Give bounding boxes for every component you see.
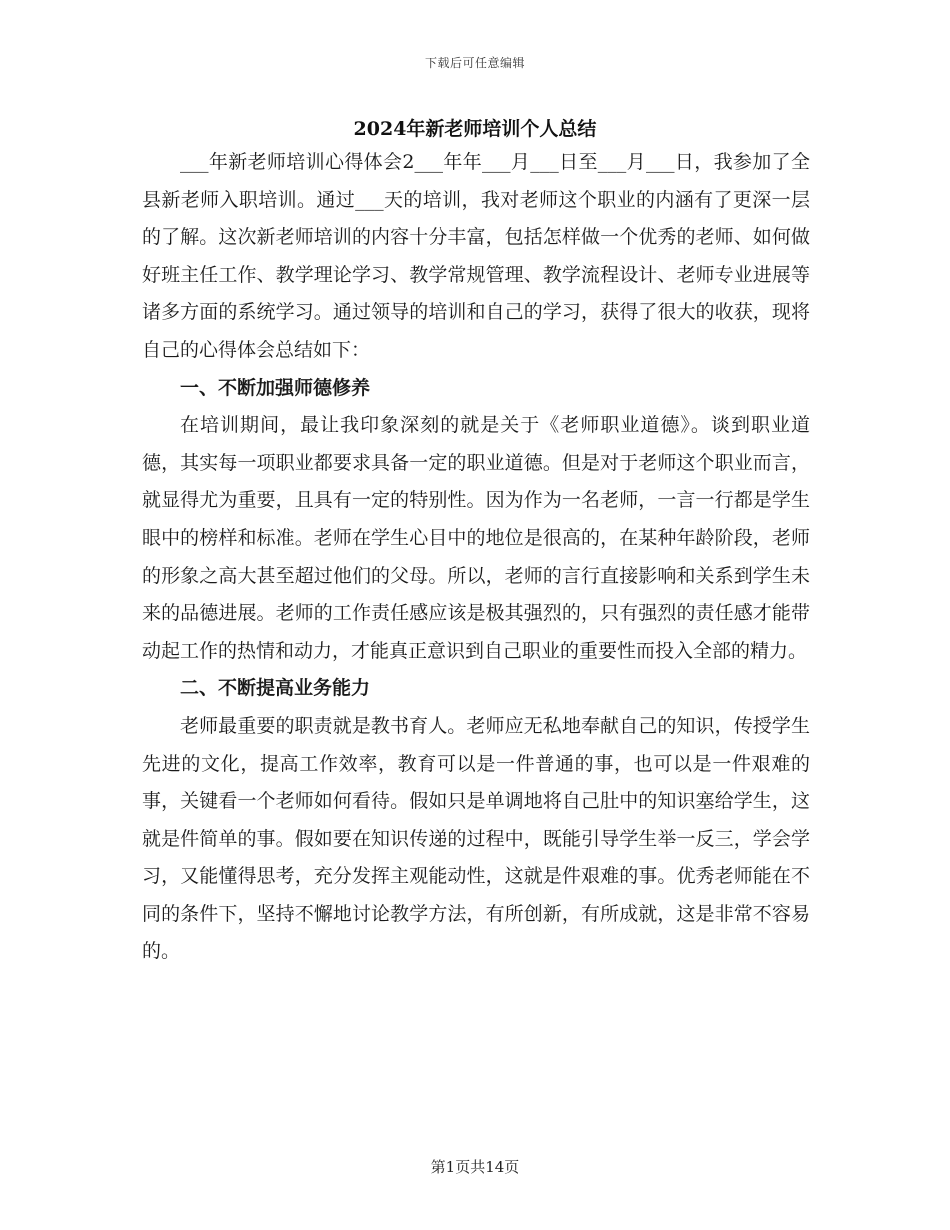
section-heading-2: 二、不断提高业务能力 bbox=[180, 677, 371, 700]
page-number: 第1页共14页 bbox=[430, 1158, 520, 1176]
section-body-1: 在培训期间，最让我印象深刻的就是关于《老师职业道德》。谈到职业道德，其实每一项职业都要求具备一定的职业道德。但是对于老师这个职业而言，就显得尤为重要，且具有一定的特别性。因为作为一名老师，一言一行都是学生眼中的榜样和标准。老师在学生心目中的地位是很高的，在某种年龄阶段，老师的形象之高大甚至超过他们的父母。所以，老师的言行直接影响和关系到学生未来的品德进展。老师的工作责任感应该是极其强烈的，只有强烈的责任感才能带动起工作的热情和动力，才能真正意识到自己职业的重要性而投入全部的精力。 bbox=[142, 414, 810, 662]
section-body-2: 老师最重要的职责就是教书育人。老师应无私地奉献自己的知识，传授学生先进的文化，提高工作效率，教育可以是一件普通的事，也可以是一件艰难的事，关键看一个老师如何看待。假如只是单调地将自己肚中的知识塞给学生，这就是件简单的事。假如要在知识传递的过程中，既能引导学生举一反三，学会学习，又能懂得思考，充分发挥主观能动性，这就是件艰难的事。优秀老师能在不同的条件下，坚持不懈地讨论教学方法，有所创新，有所成就，这是非常不容易的。 bbox=[142, 714, 810, 963]
section-heading-1: 一、不断加强师德修养 bbox=[180, 376, 371, 399]
document-title: 2024年新老师培训个人总结 bbox=[353, 118, 597, 140]
header-note: 下载后可任意编辑 bbox=[424, 56, 525, 70]
intro-paragraph: ___年新老师培训心得体会2___年年___月___日至___月___日，我参加了全县新老师入职培训。通过___天的培训，我对老师这个职业的内涵有了更深一层的了解。这次新老师培训的内容十分丰富，包括怎样做一个优秀的老师、如何做好班主任工作、教学理论学习、教学常规管理、教学流程设计、老师专业进展等诸多方面的系统学习。通过领导的培训和自己的学习，获得了很大的收获，现将自己的心得体会总结如下： bbox=[142, 151, 810, 361]
document-body bbox=[142, 144, 810, 971]
